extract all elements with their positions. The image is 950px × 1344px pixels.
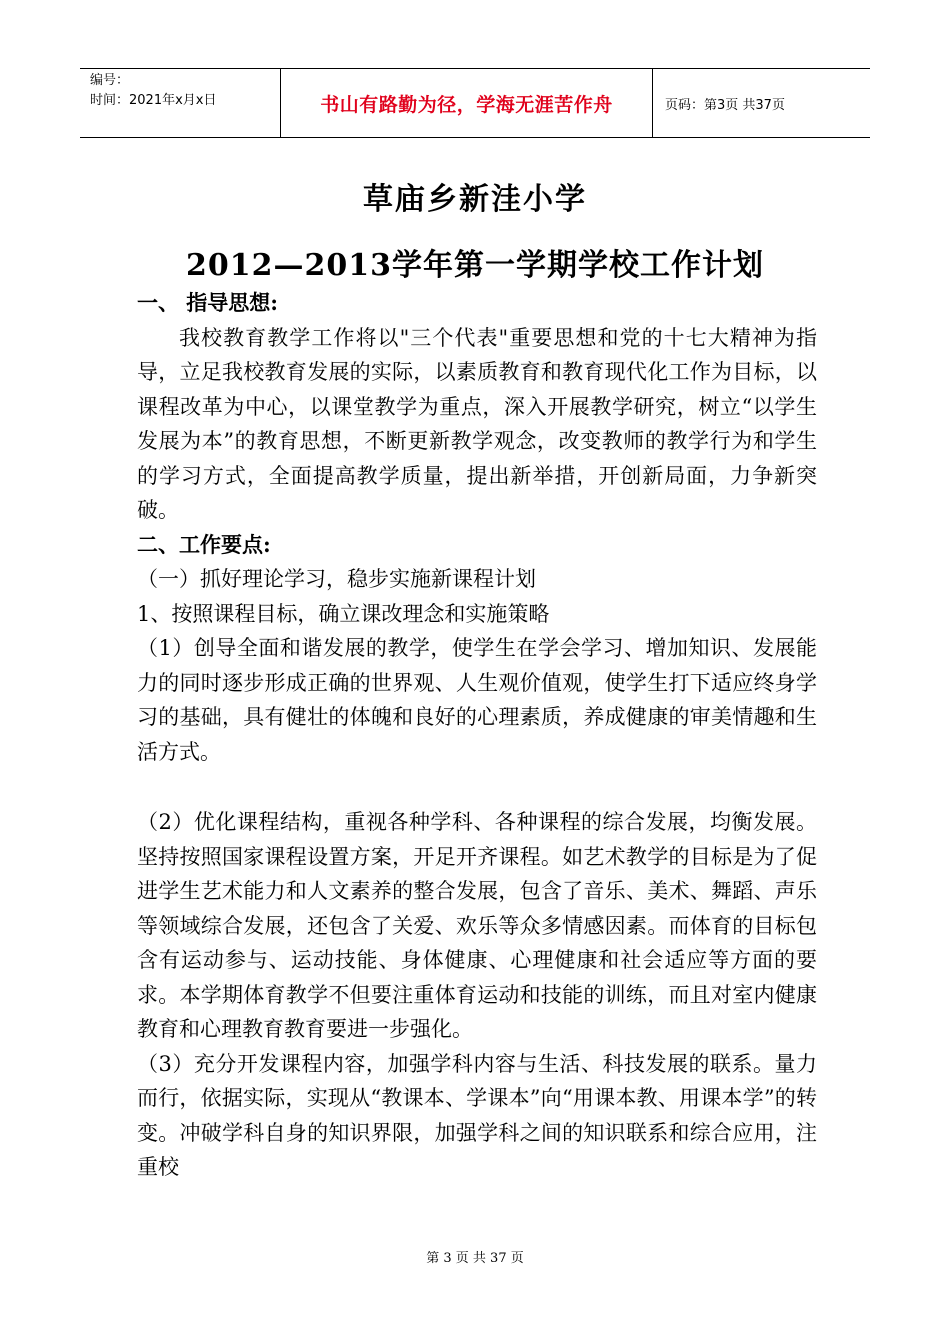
header-motto: 书山有路勤为径，学海无涯苦作舟 bbox=[281, 69, 653, 137]
page-footer: 第 3 页 共 37 页 bbox=[426, 1251, 524, 1266]
section-heading-work-points: 二、工作要点: bbox=[137, 531, 271, 557]
header-page-info: 页码：第3页 共37页 bbox=[665, 97, 785, 113]
page-header bbox=[80, 68, 870, 138]
document-title-school: 草庙乡新洼小学 bbox=[363, 182, 587, 217]
document-body bbox=[137, 286, 817, 1185]
document-date-label: 时间：2021年x月x日 bbox=[90, 93, 217, 108]
paragraph-spacer bbox=[137, 769, 817, 805]
document-number-label: 编号： bbox=[90, 73, 130, 88]
section-heading-guiding-ideology: 一、 指导思想: bbox=[137, 290, 279, 315]
paragraph-item-2: （2）优化课程结构，重视各种学科、各种课程的综合发展，均衡发展。坚持按照国家课程设置方案，开足开齐课程。如艺术教学的目标是为了促进学生艺术能力和人文素养的整合发展，包含了音乐、美术、舞蹈、声乐等领域综合发展，还包含了关爱、欢乐等众多情感因素。而体育的目标包含有运动参与、运动技能、身体健康、心理健康和社会适应等方面的要求。本学期体育教学不但要注重体育运动和技能的训练，而且对室内健康教育和心理教育教育要进一步强化。 bbox=[137, 810, 817, 1041]
subsection-heading-theory-study: （一）抓好理论学习，稳步实施新课程计划 bbox=[137, 567, 536, 591]
item-heading-course-goals: 1、按照课程目标，确立课改理念和实施策略 bbox=[137, 601, 550, 626]
paragraph-guiding-ideology: 我校教育教学工作将以"三个代表"重要思想和党的十七大精神为指导，立足我校教育发展的实际，以素质教育和教育现代化工作为目标，以课程改革为中心，以课堂教学为重点，深入开展教学研究，树立“以学生发展为本”的教育思想，不断更新教学观念，改变教师的教学行为和学生的学习方式，全面提高教学质量，提出新举措，开创新局面，力争新突破。 bbox=[137, 325, 817, 522]
header-meta-cell bbox=[80, 69, 281, 137]
paragraph-item-1: （1）创导全面和谐发展的教学，使学生在学会学习、增加知识、发展能力的同时逐步形成正确的世界观、人生观价值观，使学生打下适应终身学习的基础，具有健壮的体魄和良好的心理素质，养成健康的审美情趣和生活方式。 bbox=[137, 636, 817, 764]
paragraph-item-3: （3）充分开发课程内容，加强学科内容与生活、科技发展的联系。量力而行，依据实际，实现从“教课本、学课本”向“用课本教、用课本学”的转变。冲破学科自身的知识界限，加强学科之间的知识联系和综合应用，注重校 bbox=[137, 1051, 817, 1179]
document-title-plan: 2012—2013学年第一学期学校工作计划 bbox=[186, 248, 764, 283]
